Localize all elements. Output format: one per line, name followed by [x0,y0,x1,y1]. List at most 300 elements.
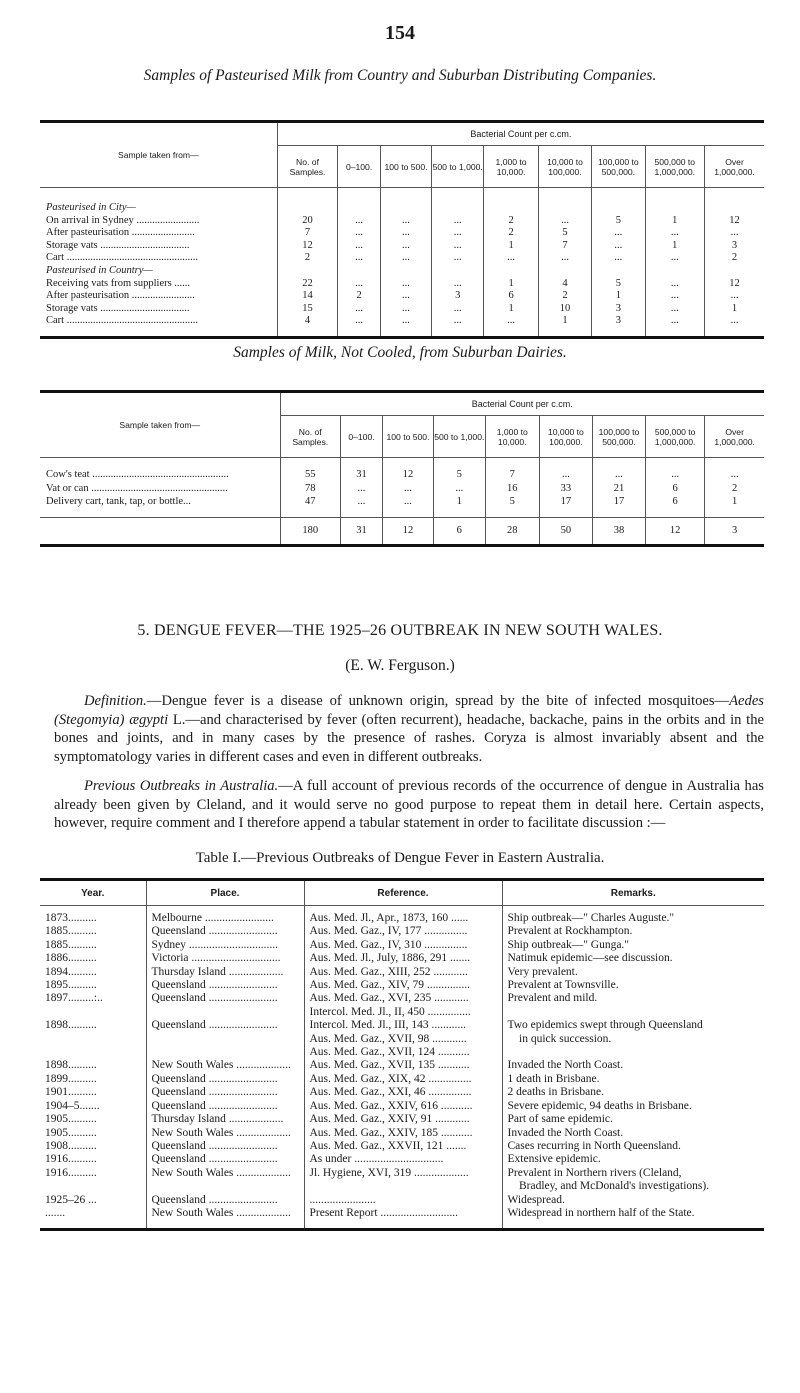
cell-value: ... [484,315,539,337]
cell-value: ... [592,240,645,253]
cell-value: ... [380,252,431,265]
remarks-line: Two epidemics swept through Queensland [507,1019,703,1032]
cell-value: ... [433,482,485,496]
place-line: Queensland ........................ [151,1139,278,1152]
remarks-line: in quick succession. [507,1032,612,1045]
cell-remarks [502,1100,764,1113]
cell-value: ... [380,278,431,291]
section-title: 5. DENGUE FEVER—THE 1925–26 OUTBREAK IN NEW SOUTH WALES. [137,622,663,639]
column-header: 10,000 to 100,000. [539,416,592,458]
cell-value: 6 [646,495,705,517]
cell-remarks [502,1153,764,1166]
remarks-line: Widespread. [507,1193,565,1206]
place-line: New South Wales ................... [151,1166,291,1179]
cell-value: ... [338,252,381,265]
year-line: 1895.......... [45,979,97,992]
cell-value: 4 [277,315,338,337]
remarks-line: Very prevalent. [507,965,578,978]
cell-value: ... [705,458,764,482]
remarks-line: Part of same epidemic. [507,1113,613,1126]
year-line: ....... [45,1206,66,1219]
year-line: 1898.......... [45,1059,97,1072]
cell-value [380,265,431,278]
cell-year [40,966,146,979]
cell-place [146,979,304,992]
cell-place [146,925,304,938]
column-header: Over 1,000,000. [705,416,764,458]
table3-header-reference: Reference. [304,880,502,906]
cell-value: 22 [277,278,338,291]
cell-value: 78 [280,482,340,496]
table-row [40,1207,764,1230]
year-line: 1898.......... [45,1019,97,1032]
cell-value: 5 [592,278,645,291]
table-row [40,1086,764,1099]
cell-value: ... [432,315,484,337]
place-line: Thursday Island ................... [151,1113,284,1126]
cell-value: 16 [485,482,539,496]
cell-value: 2 [705,252,765,265]
cell-value [538,188,591,215]
cell-value: ... [645,227,704,240]
column-header: Over 1,000,000. [705,146,765,188]
remarks-line: Ship outbreak—" Gunga." [507,938,629,951]
reference-line: Aus. Med. Gaz., XVI, 235 ............ [309,992,469,1005]
cell-value: 6 [484,290,539,303]
cell-reference [304,1086,502,1099]
column-header: 100,000 to 500,000. [592,416,645,458]
table-row [40,1059,764,1072]
cell-value: 5 [538,227,591,240]
table-row [40,315,764,337]
table-row [40,906,764,926]
remarks-line: Prevalent at Townsville. [507,979,619,992]
cell-value: 1 [705,495,764,517]
cell-value: 1 [433,495,485,517]
table-row [40,215,764,228]
row-label: Cart .................................................. [46,252,198,264]
cell-value: ... [338,227,381,240]
cell-remarks [502,952,764,965]
year-line: 1916.......... [45,1153,97,1166]
cell-value: ... [383,482,434,496]
cell-value [277,188,338,215]
place-line: Queensland ........................ [151,992,278,1005]
cell-value: ... [538,215,591,228]
cell-value: 12 [383,458,434,482]
table2-group-header: Bacterial Count per c.cm. [280,392,764,416]
cell-place [146,1059,304,1072]
year-line: 1916.......... [45,1166,97,1179]
cell-value: 17 [539,495,592,517]
table-row [40,303,764,316]
cell-value: 31 [340,458,382,482]
cell-year [40,992,146,1019]
place-line: Queensland ........................ [151,1153,278,1166]
cell-reference [304,979,502,992]
cell-value: ... [645,315,704,337]
remarks-line: Ship outbreak—" Charles Auguste." [507,912,675,924]
cell-value: ... [432,240,484,253]
remarks-line: Severe epidemic, 94 deaths in Brisbane. [507,1099,692,1112]
definition-text-1: —Dengue fever is a disease of unknown origin, spread by the bite of infected mosquitoes— [146,693,730,709]
place-line: Thursday Island ................... [151,965,284,978]
cell-value: 2 [484,227,539,240]
cell-reference [304,992,502,1019]
table-row [40,979,764,992]
remarks-line: Widespread in northern half of the State. [507,1206,695,1219]
table-row [40,1167,764,1194]
column-header: 500,000 to 1,000,000. [646,416,705,458]
cell-value: 33 [539,482,592,496]
cell-reference [304,1194,502,1207]
cell-reference [304,966,502,979]
cell-reference [304,952,502,965]
cell-value: 55 [280,458,340,482]
cell-value: ... [705,290,765,303]
cell-value: 47 [280,495,340,517]
table-row [40,952,764,965]
cell-value: ... [338,240,381,253]
table1-group-header: Bacterial Count per c.cm. [277,122,764,146]
cell-remarks [502,966,764,979]
cell-value: 3 [432,290,484,303]
row-label: Storage vats .................................. [46,239,190,251]
place-line: Queensland ........................ [151,1193,278,1206]
table-row [40,290,764,303]
cell-value: 10 [538,303,591,316]
remarks-line: 2 deaths in Brisbane. [507,1086,604,1099]
cell-year [40,1194,146,1207]
remarks-line: Prevalent and mild. [507,992,598,1005]
cell-value: 7 [277,227,338,240]
table3-header-remarks: Remarks. [502,880,764,906]
column-header: 0–100. [338,146,381,188]
cell-year [40,979,146,992]
cell-remarks [502,1059,764,1072]
row-label: After pasteurisation ........................ [46,227,195,239]
cell-value: 2 [705,482,764,496]
cell-place [146,1127,304,1140]
cell-value [538,265,591,278]
cell-place [146,1019,304,1059]
total-value: 50 [539,517,592,545]
cell-remarks [502,1167,764,1194]
previous-outbreaks-paragraph [54,777,764,833]
cell-remarks [502,1140,764,1153]
cell-reference [304,1153,502,1166]
cell-value [380,188,431,215]
table-row [40,939,764,952]
column-header: 1,000 to 10,000. [485,416,539,458]
table-row [40,966,764,979]
cell-place [146,1194,304,1207]
table-row [40,482,764,496]
cell-value: ... [340,495,382,517]
cell-remarks [502,906,764,926]
cell-value: ... [432,278,484,291]
place-line: Queensland ........................ [151,1086,278,1099]
unpasteurised-milk-table [40,390,764,547]
cell-value: ... [645,278,704,291]
column-header: No. of Samples. [280,416,340,458]
reference-line: Aus. Med. Gaz., XVII, 124 ........... [309,1046,470,1059]
year-line: 1886.......... [45,952,97,965]
cell-value: ... [645,303,704,316]
cell-value: ... [383,495,434,517]
reference-line: Aus. Med. Gaz., IV, 310 ............... [309,938,468,951]
place-line: Queensland ........................ [151,1019,278,1032]
cell-place [146,906,304,926]
cell-remarks [502,1086,764,1099]
cell-value: ... [646,458,705,482]
year-line: 1905.......... [45,1113,97,1126]
cell-value: 5 [592,215,645,228]
reference-line: Aus. Med. Gaz., XIII, 252 ............ [309,965,468,978]
place-line: Queensland ........................ [151,1099,278,1112]
cell-year [40,1086,146,1099]
cell-reference [304,1207,502,1230]
cell-reference [304,1167,502,1194]
year-line: 1897.........:.. [45,992,103,1005]
place-line: New South Wales ................... [151,1059,291,1072]
cell-reference [304,1019,502,1059]
cell-reference [304,1073,502,1086]
year-line: 1894.......... [45,965,97,978]
row-label: Delivery cart, tank, tap, or bottle... [46,496,191,507]
previous-heading: Previous Outbreaks in Australia. [84,778,279,794]
cell-value: 7 [538,240,591,253]
total-value: 38 [592,517,645,545]
definition-text-2: L.—and characterised by fever (often recurrent), headache, backache, pains in the orbits and in the bones and joints, and in many cases by the presence of rashes. Coryza is almost invariably absent and the symptomatology varies in different cases and even in different outbreaks. [54,711,764,765]
table-row [40,1153,764,1166]
remarks-line: Cases recurring in North Queensland. [507,1139,681,1152]
cell-remarks [502,939,764,952]
cell-year [40,1100,146,1113]
table-row [40,252,764,265]
row-label: Receiving vats from suppliers ...... [46,277,191,289]
cell-value: 1 [645,215,704,228]
table-row [40,265,764,278]
cell-value: 1 [484,278,539,291]
reference-line: Aus. Med. Gaz., XIX, 42 ............... [309,1072,472,1085]
table-row [40,240,764,253]
cell-value: 2 [484,215,539,228]
cell-place [146,1073,304,1086]
cell-value [432,265,484,278]
remarks-line: Extensive epidemic. [507,1153,601,1166]
row-label: Storage vats .................................. [46,302,190,314]
cell-value: 1 [705,303,765,316]
year-line: 1905.......... [45,1126,97,1139]
reference-line: Jl. Hygiene, XVI, 319 ................... [309,1166,469,1179]
table3-header-year: Year. [40,880,146,906]
cell-remarks [502,1019,764,1059]
year-line: 1904–5....... [45,1099,100,1112]
table3-title: Table I.—Previous Outbreaks of Dengue Fever in Eastern Australia. [195,850,605,866]
cell-value: 5 [433,458,485,482]
remarks-line: Prevalent in Northern rivers (Cleland, [507,1166,682,1179]
cell-value [645,188,704,215]
cell-value: ... [338,315,381,337]
cell-value: ... [432,303,484,316]
cell-value: ... [705,315,765,337]
place-line: Melbourne ........................ [151,912,274,924]
row-label: Cart .................................................. [40,315,277,337]
cell-year [40,1059,146,1072]
cell-value: 4 [538,278,591,291]
place-line: Victoria ............................... [151,952,281,965]
reference-line: Intercol. Med. Jl., II, 450 ............... [309,1005,471,1018]
cell-value: ... [380,303,431,316]
cell-place [146,1113,304,1126]
cell-value: 2 [338,290,381,303]
place-line: New South Wales ................... [151,1126,291,1139]
cell-value: 3 [592,315,645,337]
table-row [40,1019,764,1059]
remarks-line: Bradley, and McDonald's investigations). [507,1180,710,1193]
table-row [40,227,764,240]
table1-caption: Samples of Pasteurised Milk from Country and Suburban Distributing Companies. [143,67,657,84]
cell-value: ... [432,252,484,265]
cell-value: 14 [277,290,338,303]
table-row [40,495,764,517]
total-value: 3 [705,517,764,545]
table-row [40,925,764,938]
cell-year [40,952,146,965]
cell-value: 7 [485,458,539,482]
cell-value: 21 [592,482,645,496]
cell-year [40,939,146,952]
reference-line: Aus. Med. Jl., July, 1886, 291 ....... [309,952,471,965]
year-line: 1885.......... [45,938,97,951]
cell-value: ... [380,215,431,228]
column-header: 1,000 to 10,000. [484,146,539,188]
cell-place [146,1153,304,1166]
cell-value [484,265,539,278]
cell-value [705,265,765,278]
cell-value: ... [338,303,381,316]
cell-reference [304,906,502,926]
reference-line: Aus. Med. Gaz., XVII, 135 ........... [309,1059,470,1072]
cell-remarks [502,925,764,938]
year-line: 1885.......... [45,925,97,938]
cell-value: 1 [538,315,591,337]
table-row [40,1100,764,1113]
cell-remarks [502,979,764,992]
cell-remarks [502,992,764,1019]
cell-value: 1 [484,240,539,253]
table-row [40,1194,764,1207]
cell-reference [304,939,502,952]
reference-line: Present Report ........................... [309,1206,459,1219]
column-header: 500 to 1,000. [432,146,484,188]
cell-place [146,939,304,952]
cell-value [432,188,484,215]
reference-line: As under ............................... [309,1153,444,1166]
column-header: 100 to 500. [380,146,431,188]
year-line: 1908.......... [45,1139,97,1152]
place-line: Queensland ........................ [151,979,278,992]
cell-value: ... [645,252,704,265]
reference-line: Aus. Med. Gaz., XVII, 98 ............ [309,1032,467,1045]
table-row [40,278,764,291]
totals-row [40,517,764,545]
cell-value: ... [432,215,484,228]
cell-value: 20 [277,215,338,228]
remarks-line: Prevalent at Rockhampton. [507,925,633,938]
table-row [40,992,764,1019]
cell-value [592,188,645,215]
remarks-line: Natimuk epidemic—see discussion. [507,952,673,965]
column-header: 10,000 to 100,000. [538,146,591,188]
definition-paragraph [54,692,764,766]
cell-value [484,188,539,215]
cell-value [338,265,381,278]
cell-value: 1 [645,240,704,253]
remarks-line: 1 death in Brisbane. [507,1072,600,1085]
cell-value: 2 [538,290,591,303]
year-line: 1873.......... [45,912,97,924]
totals-label [40,517,280,545]
row-label: Pasteurised in City— [46,202,136,213]
cell-year [40,906,146,926]
reference-line: Aus. Med. Gaz., XXIV, 616 ........... [309,1099,473,1112]
place-line: Sydney ............................... [151,938,278,951]
cell-year [40,1140,146,1153]
column-header: 100,000 to 500,000. [592,146,645,188]
cell-value [592,265,645,278]
cell-remarks [502,1194,764,1207]
cell-value: ... [592,458,645,482]
cell-remarks [502,1207,764,1230]
year-line: 1899.......... [45,1072,97,1085]
cell-value: ... [380,290,431,303]
reference-line: Aus. Med. Gaz., XXIV, 185 ........... [309,1126,473,1139]
total-value: 6 [433,517,485,545]
column-header: 500,000 to 1,000,000. [645,146,704,188]
reference-line: Aus. Med. Gaz., XIV, 79 ............... [309,979,470,992]
cell-value: ... [380,315,431,337]
reference-line: Intercol. Med. Jl., III, 143 ............ [309,1019,466,1032]
table3-header-place: Place. [146,880,304,906]
cell-place [146,966,304,979]
place-line: Queensland ........................ [151,1072,278,1085]
cell-reference [304,1127,502,1140]
cell-value: ... [432,227,484,240]
cell-value: ... [592,227,645,240]
cell-value [645,265,704,278]
table-row [40,458,764,482]
table-row [40,1073,764,1086]
table-row [40,1127,764,1140]
cell-place [146,1140,304,1153]
table-row [40,1113,764,1126]
place-line: New South Wales ................... [151,1206,291,1219]
cell-year [40,1207,146,1230]
cell-value: 12 [705,278,765,291]
cell-value: 12 [277,240,338,253]
table-row [40,1140,764,1153]
total-value: 180 [280,517,340,545]
cell-value: ... [645,290,704,303]
cell-value: ... [539,458,592,482]
remarks-line: Invaded the North Coast. [507,1059,624,1072]
reference-line: Aus. Med. Gaz., XXI, 46 ............... [309,1086,472,1099]
pasteurised-milk-table [40,120,764,339]
cell-place [146,1086,304,1099]
cell-year [40,1153,146,1166]
